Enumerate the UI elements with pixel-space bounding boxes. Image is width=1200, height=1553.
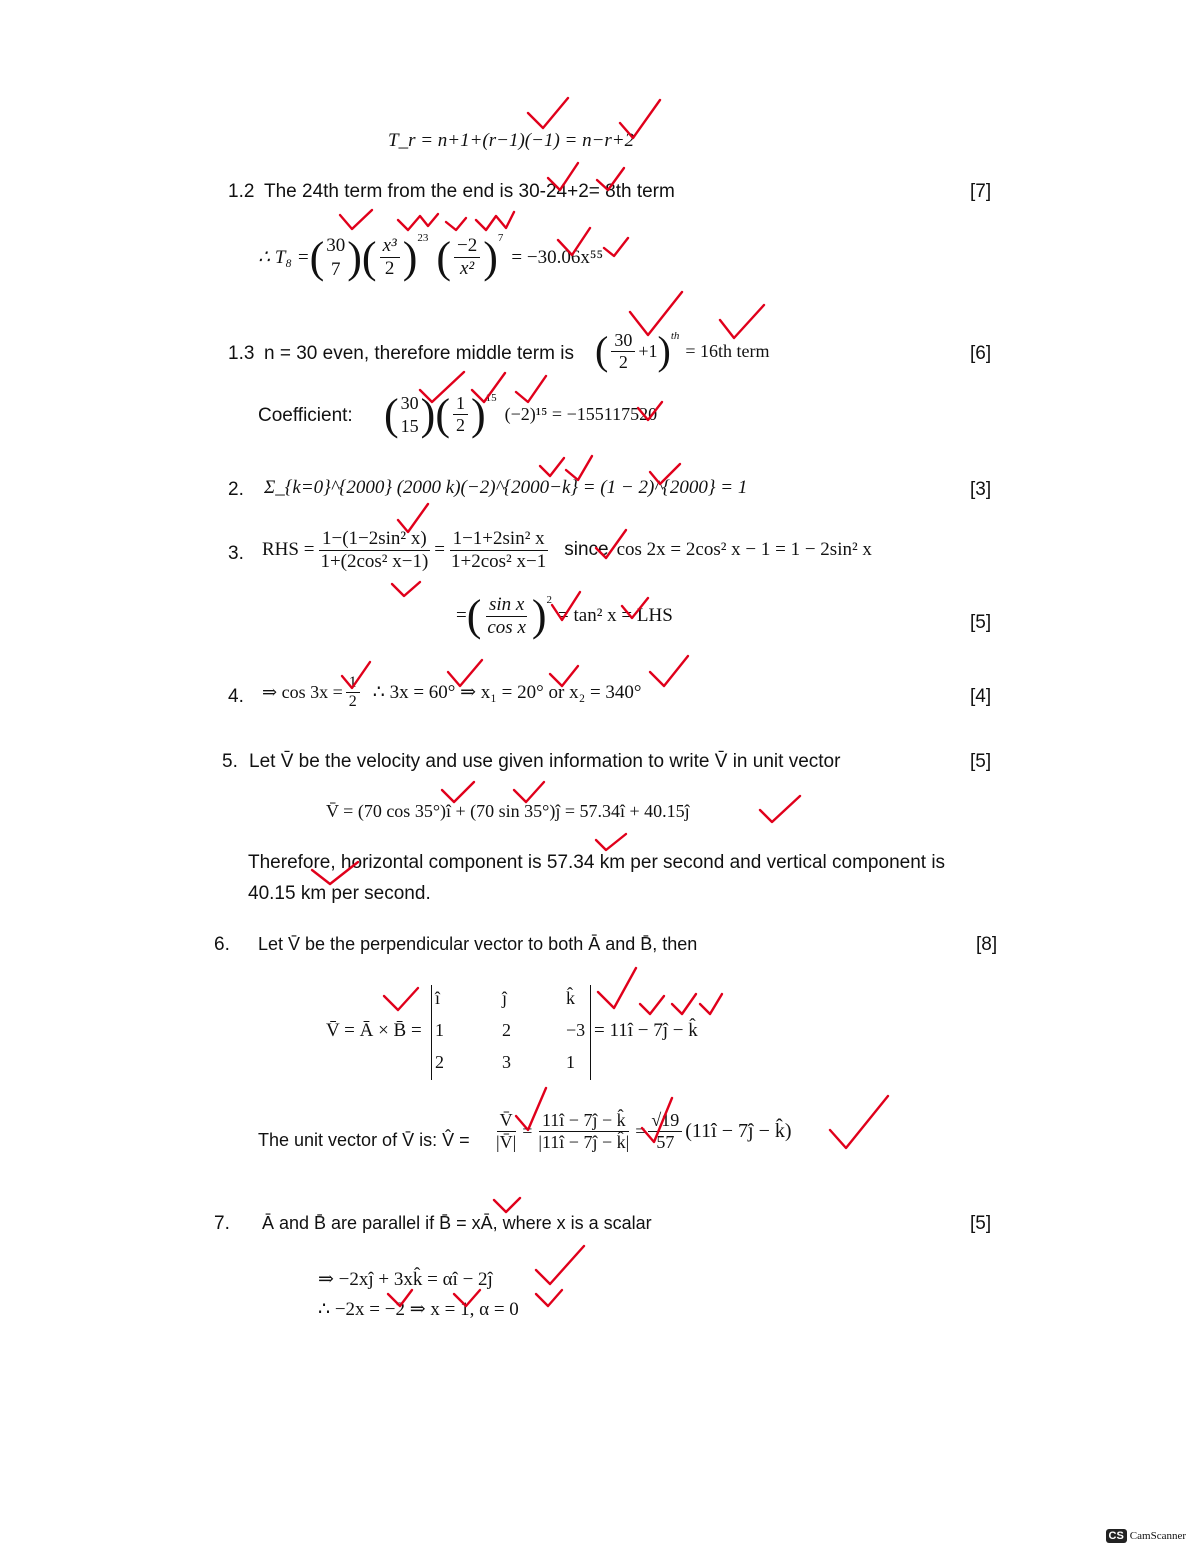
q3-since: since <box>564 539 609 561</box>
q4-label: 4. <box>228 686 244 707</box>
q1-2-binom-bot: 7 <box>331 258 341 280</box>
q3-f2-den: 1+2cos² x−1 <box>451 550 547 572</box>
q1-2-binomial-expr: ∴ T₈ = ( 30 7 ) ( $\frac{\text{x³}}{2}$ ) $^{23}$ ( $\frac{-2}{\text{x²}}$ ) $^7$ = −30.06x⁵⁵ <box>258 232 604 282</box>
det-r0c0: î <box>435 988 441 1008</box>
q4-frac-den: 2 <box>348 693 357 711</box>
q2-mark: [3] <box>970 479 992 500</box>
q6-u-f3-den: 57 <box>656 1131 675 1152</box>
check-mark <box>536 1290 562 1306</box>
check-mark <box>672 994 696 1014</box>
q5-mark: [5] <box>970 751 992 772</box>
q3-label: 3. <box>228 543 244 564</box>
check-mark <box>442 782 474 802</box>
q3-mark: [5] <box>970 612 992 633</box>
det-r0c1: ĵ <box>502 988 508 1008</box>
q3-f3-den: cos x <box>487 616 526 638</box>
q1-3-coef-binom-bot: 15 <box>400 415 419 436</box>
check-mark <box>540 458 564 476</box>
q3-identity: cos 2x = 2cos² x − 1 = 1 − 2sin² x <box>616 539 872 561</box>
q1-2-text: The 24th term from the end is 30-24+2= 8th term <box>264 181 675 202</box>
q1-3-coef-label: Coefficient: <box>258 405 353 426</box>
q6-u-f2-den: |11î − 7ĵ − k̂| <box>538 1131 630 1152</box>
q1-2-f2-num: −2 <box>454 235 480 258</box>
q1-3-mark: [6] <box>970 343 992 364</box>
q1-2-f1-den: 2 <box>384 258 395 280</box>
check-mark <box>536 1246 584 1284</box>
q1-3-text: n = 30 even, therefore middle term is <box>264 343 574 364</box>
q3-f1-den: 1+(2cos² x−1) <box>320 550 429 572</box>
camscanner-badge: CS <box>1106 1529 1127 1543</box>
det-r0c2: k̂ <box>566 988 575 1008</box>
check-mark <box>630 292 682 335</box>
check-mark <box>700 994 722 1014</box>
q6-u-f3-num: √19 <box>648 1110 682 1132</box>
check-mark <box>446 218 466 230</box>
q4-expr-b: ∴ 3x = 60° ⇒ x₁ = 20° or x₂ = 340° <box>372 682 642 704</box>
q6-unit-label: The unit vector of V̄ is: V̂ = <box>258 1130 470 1150</box>
q1-2-f2-den: x² <box>460 258 475 280</box>
q6-u-f2-num: 11î − 7ĵ − k̂ <box>539 1110 629 1132</box>
q5-equation: V̄ = (70 cos 35°)î + (70 sin 35°)ĵ = 57.34î + 40.15ĵ <box>326 801 690 821</box>
q1-3-coef-f-num: 1 <box>453 393 468 415</box>
check-mark <box>830 1096 888 1148</box>
q4-expr <box>262 674 642 712</box>
det-r2c0: 2 <box>435 1052 444 1072</box>
q3-result-expr: = ( $\frac{\text{sin x}}{\text{cos x}}$ ) $^2$ = tan² x = LHS <box>456 591 673 641</box>
q7-text: Ā and B̄ are parallel if B̄ = xĀ, where x is a scalar <box>262 1213 652 1233</box>
q1-2-exp2: 7 <box>497 232 504 244</box>
det-r1c0: 1 <box>435 1020 444 1040</box>
q6-det-result: = 11î − 7ĵ − k̂ <box>594 1020 698 1041</box>
check-mark <box>340 210 372 229</box>
q6-u-f1-num: V̄ <box>497 1110 516 1132</box>
q1-3-coef-expr: ( 30 15 ) ( $\frac{1}{2}$ ) $^{15}$ (−2)¹⁵ = −155117520 <box>384 389 658 439</box>
q1-2-mark: [7] <box>970 181 992 202</box>
q1-3-coef-binom-top: 30 <box>400 393 419 413</box>
q2-label: 2. <box>228 479 244 500</box>
q1-3-coef-rest: (−2)¹⁵ = −155117520 <box>504 404 658 424</box>
q4-mark: [4] <box>970 686 992 707</box>
q7-mark: [5] <box>970 1213 992 1234</box>
check-mark <box>398 214 438 230</box>
q7-line2: ∴ −2x = −2 ⇒ x = 1, α = 0 <box>318 1299 519 1320</box>
q1-3-result: = 16th term <box>685 340 770 361</box>
q3-f3-num: sin x <box>486 594 527 617</box>
q6-u-tail: (11î − 7ĵ − k̂) <box>685 1119 792 1142</box>
check-mark <box>640 996 664 1014</box>
q1-3-label: 1.3 <box>228 343 255 364</box>
q1-2-exp1: 23 <box>417 232 429 244</box>
q1-3-frac-den: 2 <box>618 351 628 372</box>
q5-conclusion-1: Therefore, horizontal component is 57.34 km per second and vertical component is <box>248 852 946 873</box>
det-r1c2: −3 <box>566 1020 586 1040</box>
check-mark <box>598 968 636 1008</box>
check-mark <box>650 656 688 686</box>
q4-expr-a: ⇒ cos 3x = <box>262 682 343 703</box>
check-mark <box>476 212 514 230</box>
q1-3-plus: +1 <box>638 340 658 361</box>
q7-label: 7. <box>214 1213 230 1234</box>
q3-result: = tan² x = LHS <box>558 605 673 627</box>
q5-text: Let V̄ be the velocity and use given information to write V̄ in unit vector <box>249 751 841 772</box>
q5-conclusion-2: 40.15 km per second. <box>248 883 431 904</box>
q6-lhs: V̄ = Ā × B̄ = <box>326 1020 422 1041</box>
q7-line1: ⇒ −2xĵ + 3xk̂ = αî − 2ĵ <box>318 1269 493 1290</box>
q1-2-result: = −30.06x⁵⁵ <box>511 246 604 268</box>
check-mark <box>596 834 626 850</box>
check-mark <box>528 98 568 128</box>
q1-3-coef-exp: 15 <box>485 392 497 404</box>
q1-3-coef-f-den: 2 <box>455 415 465 435</box>
q6-unit-expr: $\frac{V̄}{|V̄|}$ = $\frac{11î - 7ĵ - k̂}{|11î - 7ĵ - k̂|}$ = $\frac{√19}{57}$ (11î − 7ĵ − k̂) <box>490 1110 792 1152</box>
det-r2c1: 3 <box>502 1052 511 1072</box>
q5-label: 5. <box>222 751 238 772</box>
check-mark <box>514 782 544 802</box>
det-r2c2: 1 <box>566 1052 575 1072</box>
q6-mark: [8] <box>976 934 998 955</box>
q6-u-f1-den: |V̄| <box>496 1131 517 1152</box>
check-mark <box>604 238 628 256</box>
q3-f2-num: 1−1+2sin² x <box>450 528 548 551</box>
camscanner-name: CamScanner <box>1129 1530 1186 1542</box>
q1-3-term-expr: ( $\frac{30}{2}$ +1 ) $^{th}$ = 16th term <box>595 328 770 374</box>
q4-frac-num: 1 <box>346 674 360 693</box>
q3-f1-num: 1−(1−2sin² x) <box>319 528 430 551</box>
q1-2-f1-num: x³ <box>380 235 400 258</box>
q6-text: Let V̄ be the perpendicular vector to both Ā and B̄, then <box>258 934 698 954</box>
q1-2-binom-top: 30 <box>326 235 346 256</box>
check-mark <box>392 582 420 596</box>
check-mark <box>384 988 418 1010</box>
tr-formula: T_r = n+1+(r−1)(−1) = n−r+2 <box>388 130 635 151</box>
q1-3-sup: th <box>670 330 680 342</box>
q2-expr: Σ_{k=0}^{2000} (2000 k)(−2)^{2000−k} = (1 − 2)^{2000} = 1 <box>264 477 748 498</box>
camscanner-logo <box>1106 1529 1186 1543</box>
q6-label: 6. <box>214 934 230 955</box>
check-mark <box>760 796 800 822</box>
q3-rhs: RHS = <box>262 539 315 561</box>
det-r1c1: 2 <box>502 1020 511 1040</box>
check-mark <box>494 1198 520 1212</box>
q1-2-label: 1.2 <box>228 181 255 202</box>
q3-rhs-expr: RHS = $\frac{\text{1−(1−2sin² x)}}{\text{1+(2cos² x−1)}}$ = $\frac{\text{1−1+2sin² x}}{\text{1+2cos² x−1}}$ since cos 2x = 2cos² x − 1 = 1 − 2sin² x <box>262 528 872 572</box>
q1-2-lhs: ∴ T₈ = <box>258 247 310 269</box>
q1-3-frac-num: 30 <box>611 330 635 352</box>
